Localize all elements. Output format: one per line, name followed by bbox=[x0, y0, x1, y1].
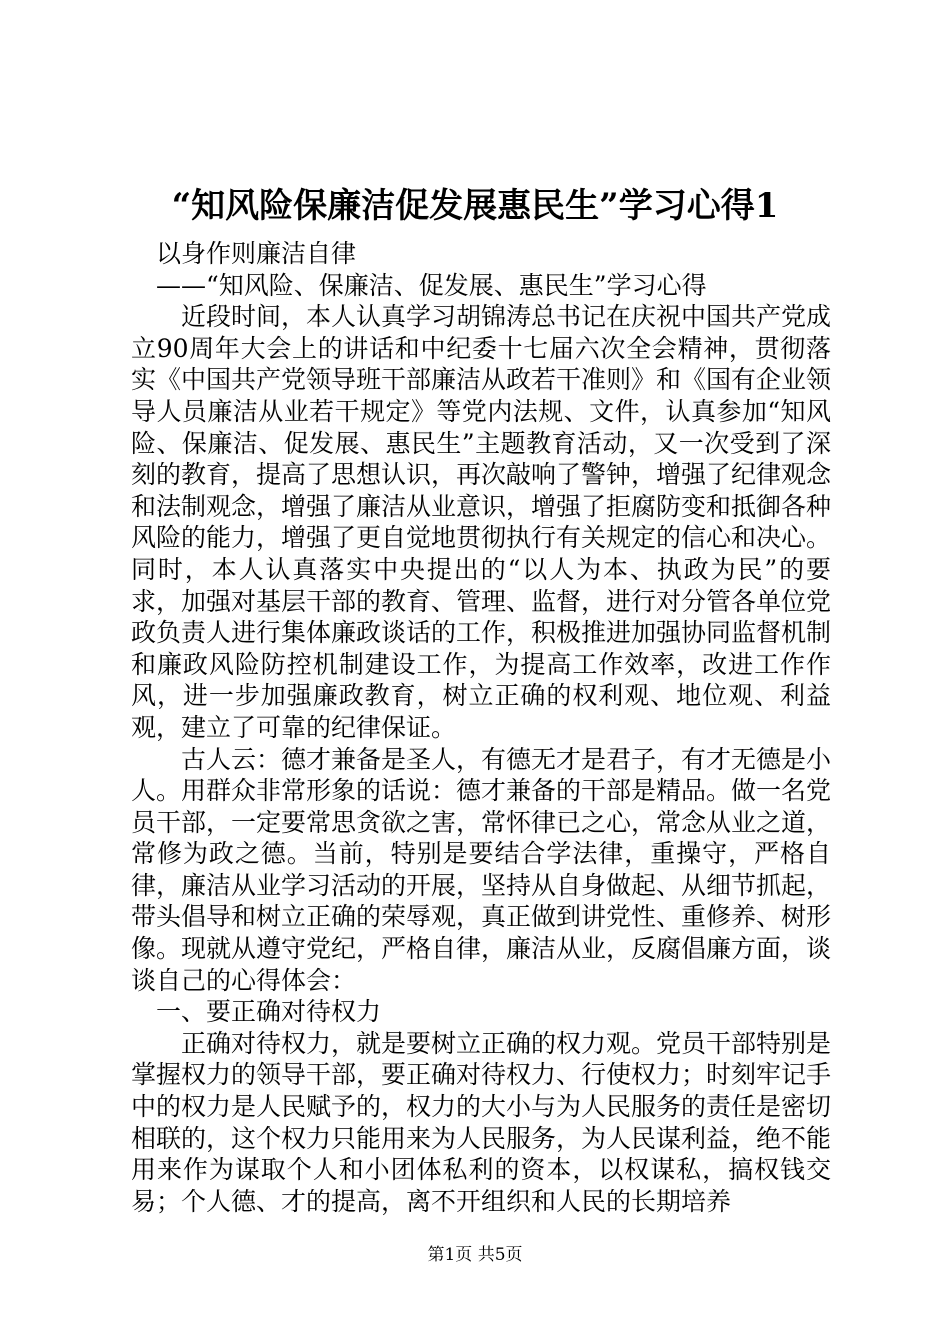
page-footer: 第1页 共5页 bbox=[427, 1245, 523, 1265]
document-body bbox=[131, 238, 831, 1217]
document-title: “知风险保廉洁促发展惠民生”学习心得1 bbox=[171, 186, 779, 226]
paragraph: 近段时间，本人认真学习胡锦涛总书记在庆祝中国共产党成立90周年大会上的讲话和中纪委十七届六次全会精神，贯彻落实《中国共产党领导班干部廉洁从政若干准则》和《国有企业领导人员廉洁从业若干规定》等党内法规、文件，认真参加“知风险、保廉洁、促发展、惠民生”主题教育活动，又一次受到了深刻的教育，提高了思想认识，再次敲响了警钟，增强了纪律观念和法制观念，增强了廉洁从业意识，增强了拒腐防变和抵御各种风险的能力，增强了更自觉地贯彻执行有关规定的信心和决心。同时，本人认真落实中央提出的“以人为本、执政为民”的要求，加强对基层干部的教育、管理、监督，进行对分管各单位党政负责人进行集体廉政谈话的工作，积极推进加强协同监督机制和廉政风险防控机制建设工作，为提高工作效率，改进工作作风，进一步加强廉政教育，树立正确的权利观、地位观、利益观，建立了可靠的纪律保证。 bbox=[131, 302, 832, 742]
section-heading: 一、要正确对待权力 bbox=[156, 997, 382, 1027]
subtitle-main: 以身作则廉洁自律 bbox=[156, 239, 357, 268]
paragraph: 古人云：德才兼备是圣人，有德无才是君子，有才无德是小人。用群众非常形象的话说：德才兼备的干部是精品。做一名党员干部，一定要常思贪欲之害，常怀律已之心，常念从业之道，常修为政之德。当前，特别是要结合学法律，重操守，严格自律，廉洁从业学习活动的开展，坚持从自身做起、从细节抓起，带头倡导和树立正确的荣辱观，真正做到讲党性、重修养、树形像。现就从遵守党纪，严格自律，廉洁从业，反腐倡廉方面，谈谈自己的心得体会： bbox=[131, 744, 832, 995]
subtitle-secondary: ——“知风险、保廉洁、促发展、惠民生”学习心得 bbox=[156, 270, 707, 300]
paragraph: 正确对待权力，就是要树立正确的权力观。党员干部特别是掌握权力的领导干部，要正确对待权力、行使权力；时刻牢记手中的权力是人民赋予的，权力的大小与为人民服务的责任是密切相联的，这个权力只能用来为人民服务，为人民谋利益，绝不能用来作为谋取个人和小团体私利的资本，以权谋私，搞权钱交易；个人德、才的提高，离不开组织和人民的长期培养 bbox=[131, 1028, 832, 1216]
